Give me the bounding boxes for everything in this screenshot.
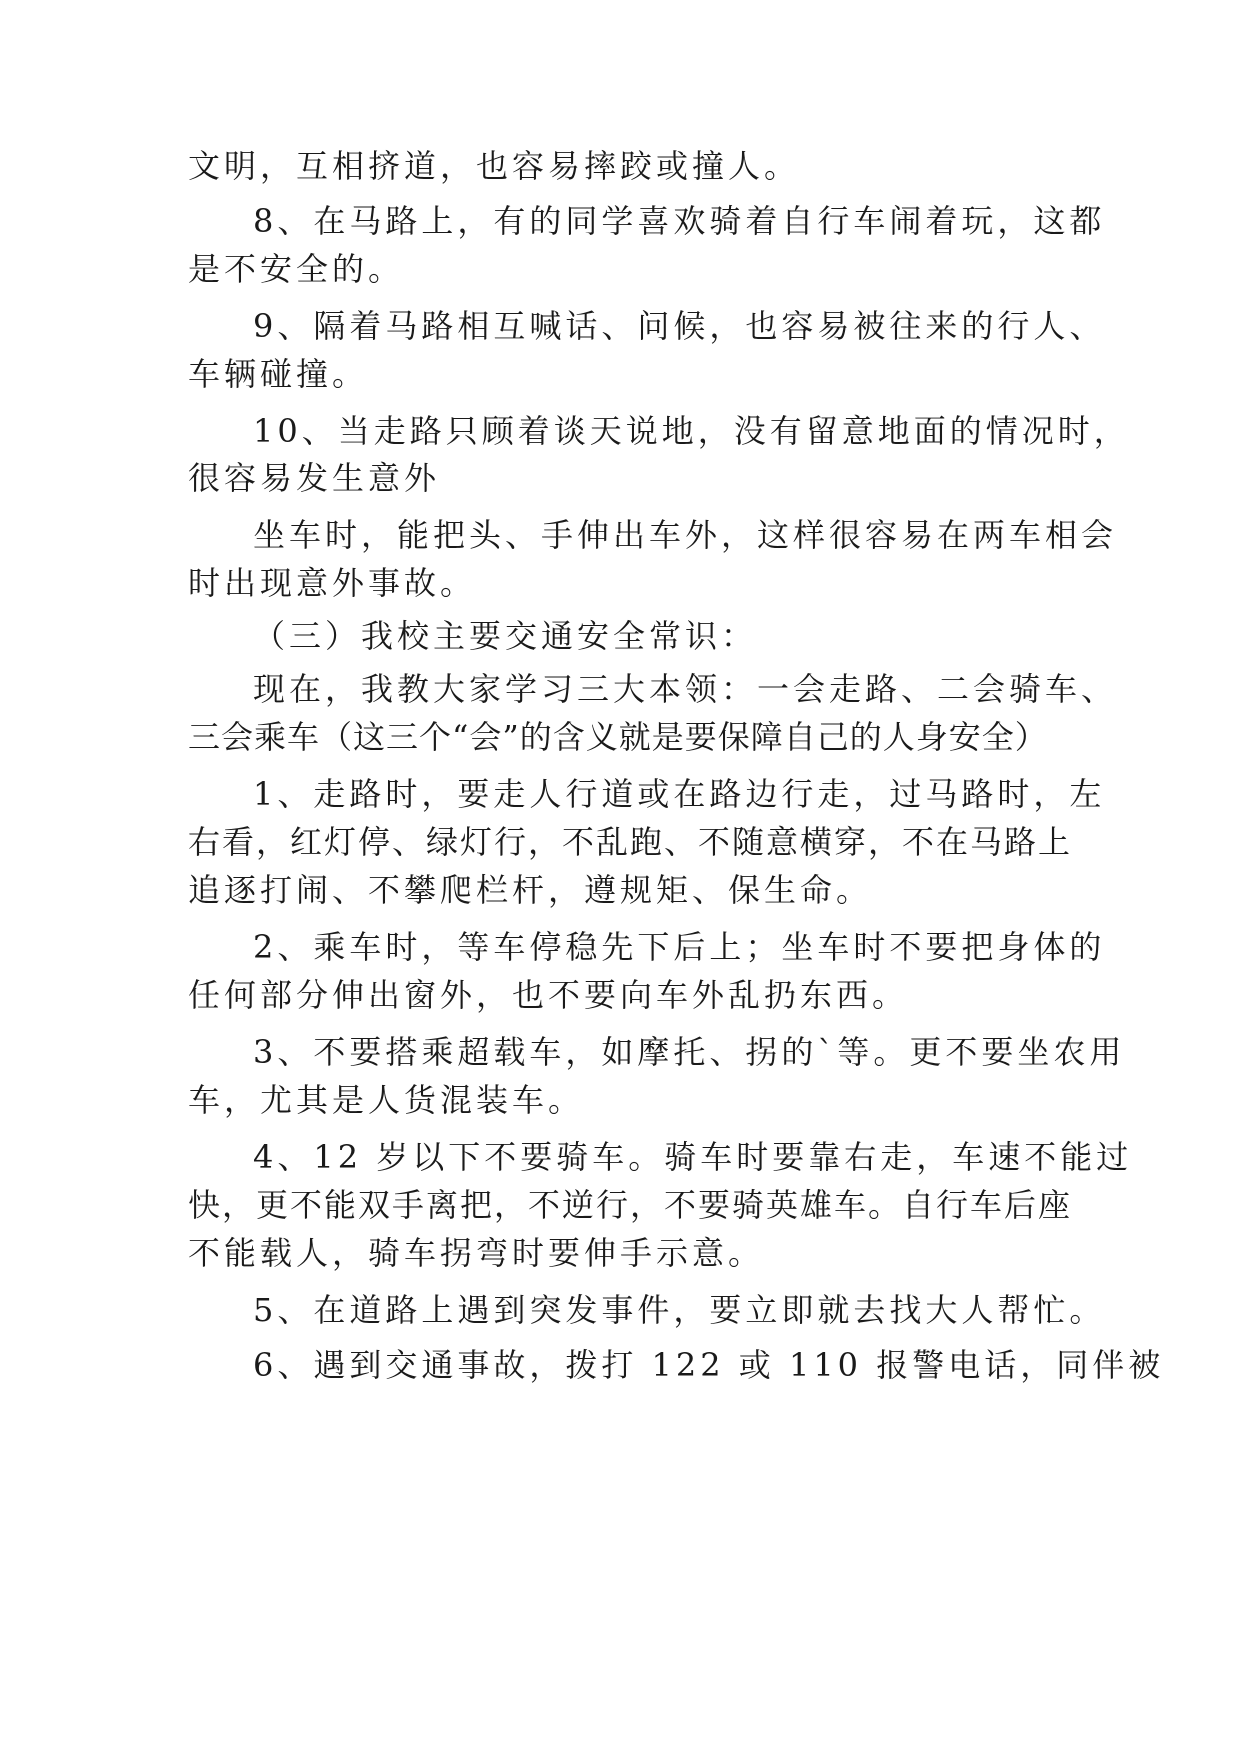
text-line: 3、不要搭乘超载车，如摩托、拐的`等。更不要坐农用 xyxy=(253,1033,1126,1071)
text-line: 是不安全的。 xyxy=(188,250,405,288)
text-line: 现在，我教大家学习三大本领：一会走路、二会骑车、 xyxy=(253,670,1118,708)
text-line: 10、当走路只顾着谈天说地，没有留意地面的情况时， xyxy=(253,412,1130,450)
section-heading: （三）我校主要交通安全常识： xyxy=(253,617,758,655)
text-line: 很容易发生意外 xyxy=(188,459,441,497)
text-line: 车，尤其是人货混装车。 xyxy=(188,1081,585,1119)
text-line: 三会乘车（这三个“会”的含义就是要保障自己的人身安全） xyxy=(188,718,1048,756)
text-line: 6、遇到交通事故，拨打 122 或 110 报警电话，同伴被 xyxy=(253,1346,1165,1384)
text-line: 时出现意外事故。 xyxy=(188,564,477,602)
text-line: 快，更不能双手离把，不逆行，不要骑英雄车。自行车后座 xyxy=(188,1186,1073,1224)
text-line: 右看，红灯停、绿灯行，不乱跑、不随意横穿，不在马路上 xyxy=(188,823,1073,861)
text-line: 4、12 岁以下不要骑车。骑车时要靠右走，车速不能过 xyxy=(253,1138,1133,1176)
text-line: 任何部分伸出窗外，也不要向车外乱扔东西。 xyxy=(188,976,909,1014)
text-line: 坐车时，能把头、手伸出车外，这样很容易在两车相会 xyxy=(253,516,1118,554)
text-line: 追逐打闹、不攀爬栏杆，遵规矩、保生命。 xyxy=(188,871,873,909)
text-line: 9、隔着马路相互喊话、问候，也容易被往来的行人、 xyxy=(253,307,1106,345)
text-line: 文明，互相挤道，也容易摔跤或撞人。 xyxy=(188,147,801,185)
text-line: 5、在道路上遇到突发事件，要立即就去找大人帮忙。 xyxy=(253,1291,1106,1329)
text-line: 1、走路时，要走人行道或在路边行走，过马路时，左 xyxy=(253,775,1106,813)
text-line: 2、乘车时，等车停稳先下后上；坐车时不要把身体的 xyxy=(253,928,1106,966)
text-line: 不能载人，骑车拐弯时要伸手示意。 xyxy=(188,1234,765,1272)
text-line: 车辆碰撞。 xyxy=(188,355,369,393)
text-line: 8、在马路上，有的同学喜欢骑着自行车闹着玩，这都 xyxy=(253,202,1106,240)
